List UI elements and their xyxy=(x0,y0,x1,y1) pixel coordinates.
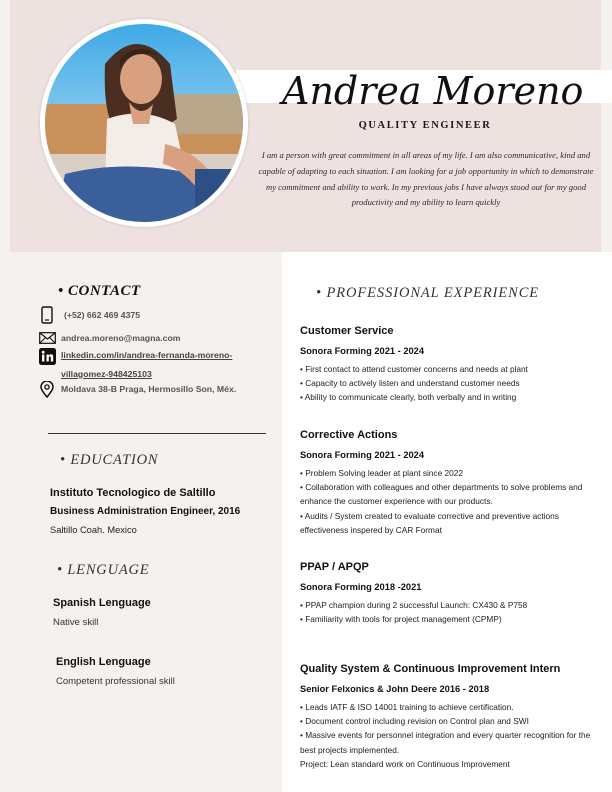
profile-summary: I am a person with great commitment in all areas of my life. I am also communicative, kind and capable of adapting to each situation. I am looking for a job opportunity in which to demonstrate my commitment and ability to work. In my previous jobs I have always stood out for my good productivity and my ability to learn quickly xyxy=(258,150,594,208)
linkedin-link[interactable] xyxy=(61,346,261,384)
job-point: • Ability to communicate clearly, both verbally and in writing xyxy=(300,392,517,403)
linkedin-link-line1[interactable]: linkedin.com/in/andrea-fernanda-moreno- xyxy=(61,350,233,360)
language-item-name: English Lenguage xyxy=(56,656,151,668)
contact-linkedin-row xyxy=(38,347,56,365)
job-point: Project: Lean standard work on Continuous Improvement xyxy=(300,758,510,769)
candidate-name-text: Andrea Moreno xyxy=(282,69,584,113)
job-entry xyxy=(300,561,600,626)
location-pin-icon xyxy=(38,380,56,398)
job-point: • PPAP champion during 2 successful Launch: CX430 & P758 xyxy=(300,600,528,610)
linkedin-icon[interactable] xyxy=(38,347,56,365)
job-title: QUALITY ENGINEER xyxy=(358,120,492,131)
job-point: • Collaboration with colleagues and other departments to solve problems and enhance the customer experience with our products. xyxy=(300,482,583,507)
education-heading-text: EDUCATION xyxy=(70,452,159,468)
contact-divider xyxy=(48,433,266,434)
job-point: • Massive events for personnel integration and every quarter recognition for the best projects implemented. xyxy=(300,730,591,755)
job-company: Sonora Forming 2018 -2021 xyxy=(300,582,422,592)
job-entry xyxy=(300,325,600,405)
candidate-name xyxy=(280,48,584,118)
job-point: • Familiarity with tools for project management (CPMP) xyxy=(300,614,502,625)
education-school: Instituto Tecnologico de Saltillo xyxy=(50,487,216,499)
job-point: • Audits / System created to evaluate corrective and preventive actions effectiveness inspered by CAR Format xyxy=(300,510,559,535)
job-role: Customer Service xyxy=(300,325,394,337)
education-heading: • EDUCATION xyxy=(60,452,159,468)
job-role: PPAP / APQP xyxy=(300,561,369,573)
job-point: • First contact to attend customer concerns and needs at plant xyxy=(300,364,528,374)
job-company: Sonora Forming 2021 - 2024 xyxy=(300,346,425,356)
experience-heading: • PROFESSIONAL EXPERIENCE xyxy=(316,285,540,301)
language-item-name: Spanish Lenguage xyxy=(53,597,151,609)
contact-phone-row xyxy=(38,306,140,324)
profile-photo xyxy=(45,24,243,222)
job-company: Senior Felxonics & John Deere 2016 - 2018 xyxy=(300,684,490,694)
language-heading: • LENGUAGE xyxy=(57,562,150,578)
job-entry xyxy=(300,663,605,771)
job-point: • Leads IATF & ISO 14001 training to achieve certification. xyxy=(300,702,514,712)
job-company: Sonora Forming 2021 - 2024 xyxy=(300,450,425,460)
language-item-level: Competent professional skill xyxy=(56,676,175,687)
contact-heading-text: CONTACT xyxy=(68,283,141,299)
job-point: • Problem Solving leader at plant since 2022 xyxy=(300,468,463,478)
language-item-level: Native skill xyxy=(53,617,99,628)
job-point: • Capacity to actively listen and understand customer needs xyxy=(300,378,520,389)
job-point: • Document control including revision on Control plan and SWI xyxy=(300,716,529,727)
job-role: Quality System & Continuous Improvement Intern xyxy=(300,663,561,675)
education-degree: Business Administration Engineer, 2016 xyxy=(50,506,241,517)
envelope-icon xyxy=(38,329,56,347)
contact-address-row xyxy=(38,380,236,398)
contact-email-row xyxy=(38,329,181,347)
job-points xyxy=(300,598,600,626)
education-place: Saltillo Coah. Mexico xyxy=(50,525,137,535)
email-link[interactable]: andrea.moreno@magna.com xyxy=(61,333,181,343)
linkedin-link-line2[interactable]: villagomez-948425103 xyxy=(61,369,152,379)
language-heading-text: LENGUAGE xyxy=(67,562,150,578)
experience-heading-text: PROFESSIONAL EXPERIENCE xyxy=(326,285,540,301)
job-entry xyxy=(300,429,600,537)
phone-number: (+52) 662 469 4375 xyxy=(64,310,141,320)
phone-icon xyxy=(38,306,56,324)
job-points xyxy=(300,362,600,405)
job-role: Corrective Actions xyxy=(300,429,398,441)
contact-heading: • CONTACT xyxy=(58,283,141,299)
job-points xyxy=(300,700,605,771)
job-points xyxy=(300,466,600,537)
address: Moldava 38-B Praga, Hermosillo Son, Méx. xyxy=(61,384,237,394)
